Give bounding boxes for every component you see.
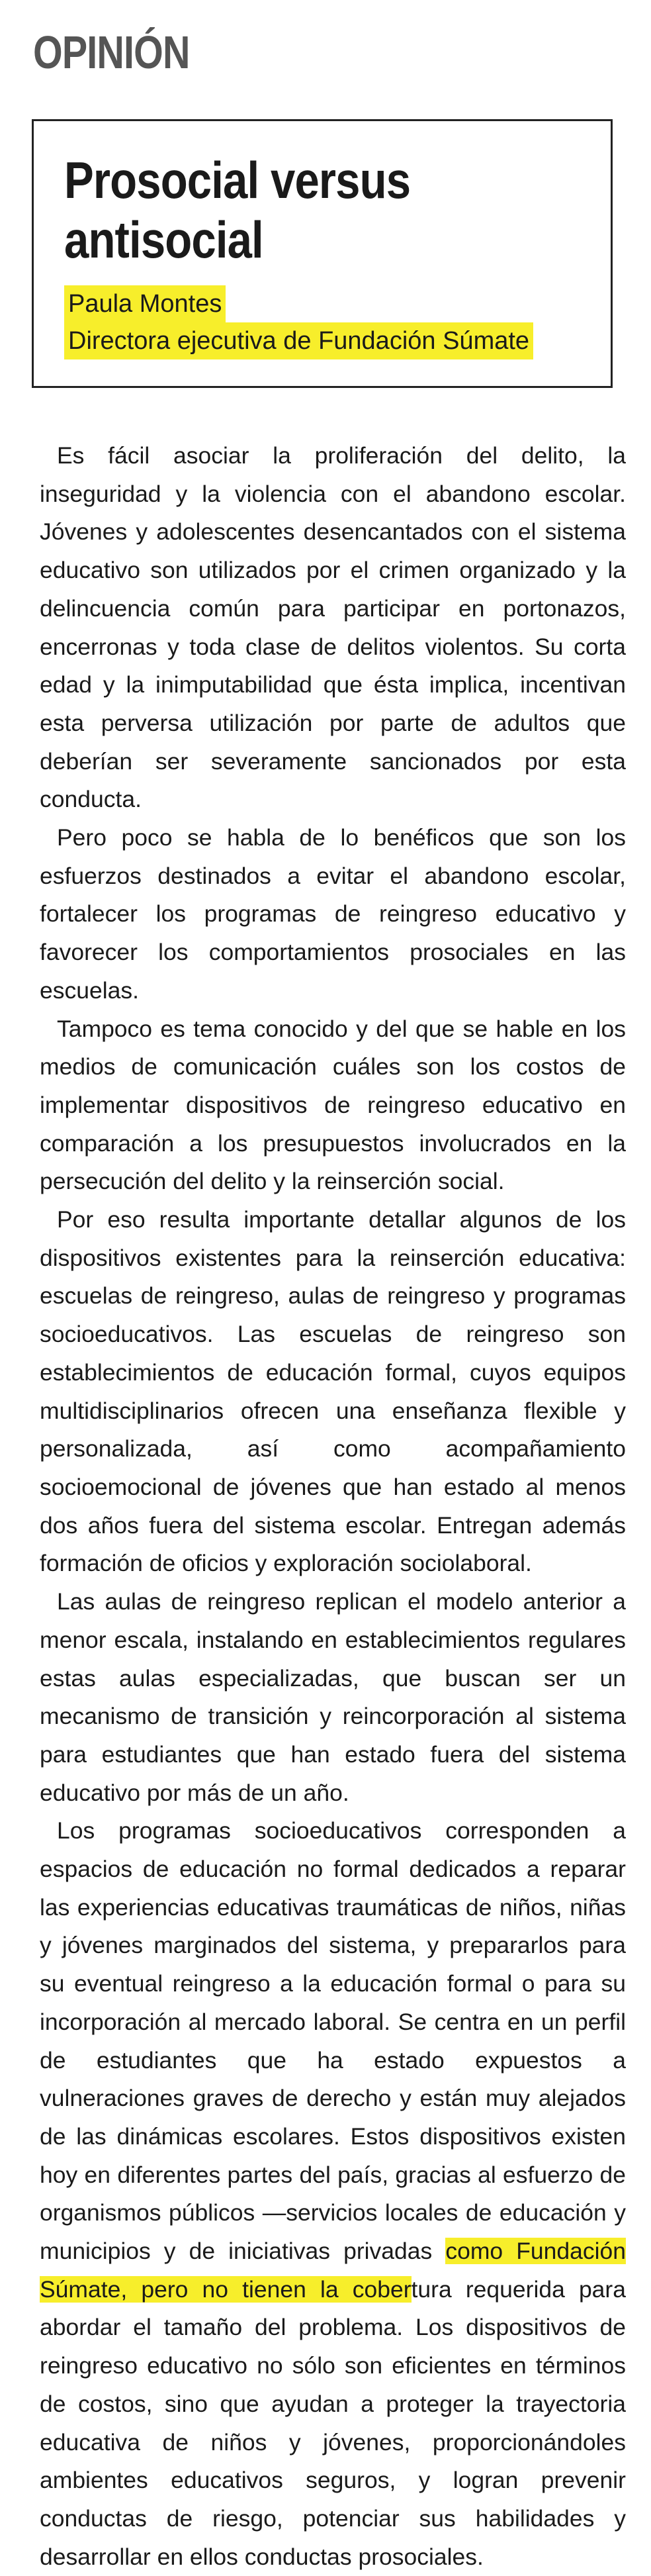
- section-label: OPINIÓN: [33, 26, 190, 78]
- highlighted-text: como Fundación Súmate, pero no tienen la cober: [40, 2238, 626, 2303]
- headline: Prosocial versus antisocial: [64, 151, 411, 269]
- paragraph: Por eso resulta importante detallar algunos de los dispositivos existentes para la reinserción educativa: escuelas de reingreso, aulas de reingreso y programas socioeducativos. Las escuelas de reingreso son establecimientos de educación formal, cuyos equipos multidisciplinarios ofrecen una enseñanza flexible y personalizada, así como acompañamiento socioemocional de jóvenes que han estado al menos dos años fuera del sistema escolar. Entregan además formación de oficios y exploración sociolaboral.: [40, 1206, 626, 1577]
- paragraph-text: tura requerida para abordar el tamaño del problema. Los dispositivos de reingreso educativo no sólo son eficientes en términos de costos, sino que ayudan a proteger la trayectoria educativa de niños y jóvenes, proporcionándoles ambientes educativos seguros, y logran prevenir conductas de riesgo, potenciar sus habilidades y desarrollar en ellos conductas prosociales.: [40, 2275, 626, 2570]
- byline: [64, 285, 533, 359]
- paragraph-last: [40, 1812, 626, 2576]
- author-name: Paula Montes: [64, 285, 226, 322]
- author-role: Directora ejecutiva de Fundación Súmate: [64, 322, 533, 359]
- paragraph: Es fácil asociar la proliferación del delito, la inseguridad y la violencia con el abandono escolar. Jóvenes y adolescentes desencantados con el sistema educativo son utilizados por el crimen organizado y la delincuencia común para participar en portonazos, encerronas y toda clase de delitos violentos. Su corta edad y la inimputabilidad que ésta implica, incentivan esta perversa utilización por parte de adultos que deberían ser severamente sancionados por esta conducta.: [40, 442, 626, 813]
- article-body: [40, 437, 626, 2576]
- paragraph-text: Los programas socioeducativos corresponden a espacios de educación no formal dedicados a reparar las experiencias educativas traumáticas de niños, niñas y jóvenes marginados del sistema, y prepararlos para su eventual reingreso a la educación formal o para su incorporación al mercado laboral. Se centra en un perfil de estudiantes que ha estado expuestos a vulneraciones graves de derecho y están muy alejados de las dinámicas escolares. Estos dispositivos existen hoy en diferentes partes del país, gracias al esfuerzo de organismos públicos —servicios locales de educación y municipios y de iniciativas privadas: [40, 1817, 626, 2265]
- paragraph: Las aulas de reingreso replican el modelo anterior a menor escala, instalando en establecimientos regulares estas aulas especializadas, que buscan ser un mecanismo de transición y reincorporación al sistema para estudiantes que han estado fuera del sistema educativo por más de un año.: [40, 1588, 626, 1806]
- headline-box: [32, 119, 613, 388]
- paragraph: Pero poco se habla de lo benéficos que son los esfuerzos destinados a evitar el abandono escolar, fortalecer los programas de reingreso educativo y favorecer los comportamientos prosociales en las escuelas.: [40, 824, 626, 1004]
- paragraph: Tampoco es tema conocido y del que se hable en los medios de comunicación cuáles son los costos de implementar dispositivos de reingreso educativo en comparación a los presupuestos involucrados en la persecución del delito y la reinserción social.: [40, 1015, 626, 1195]
